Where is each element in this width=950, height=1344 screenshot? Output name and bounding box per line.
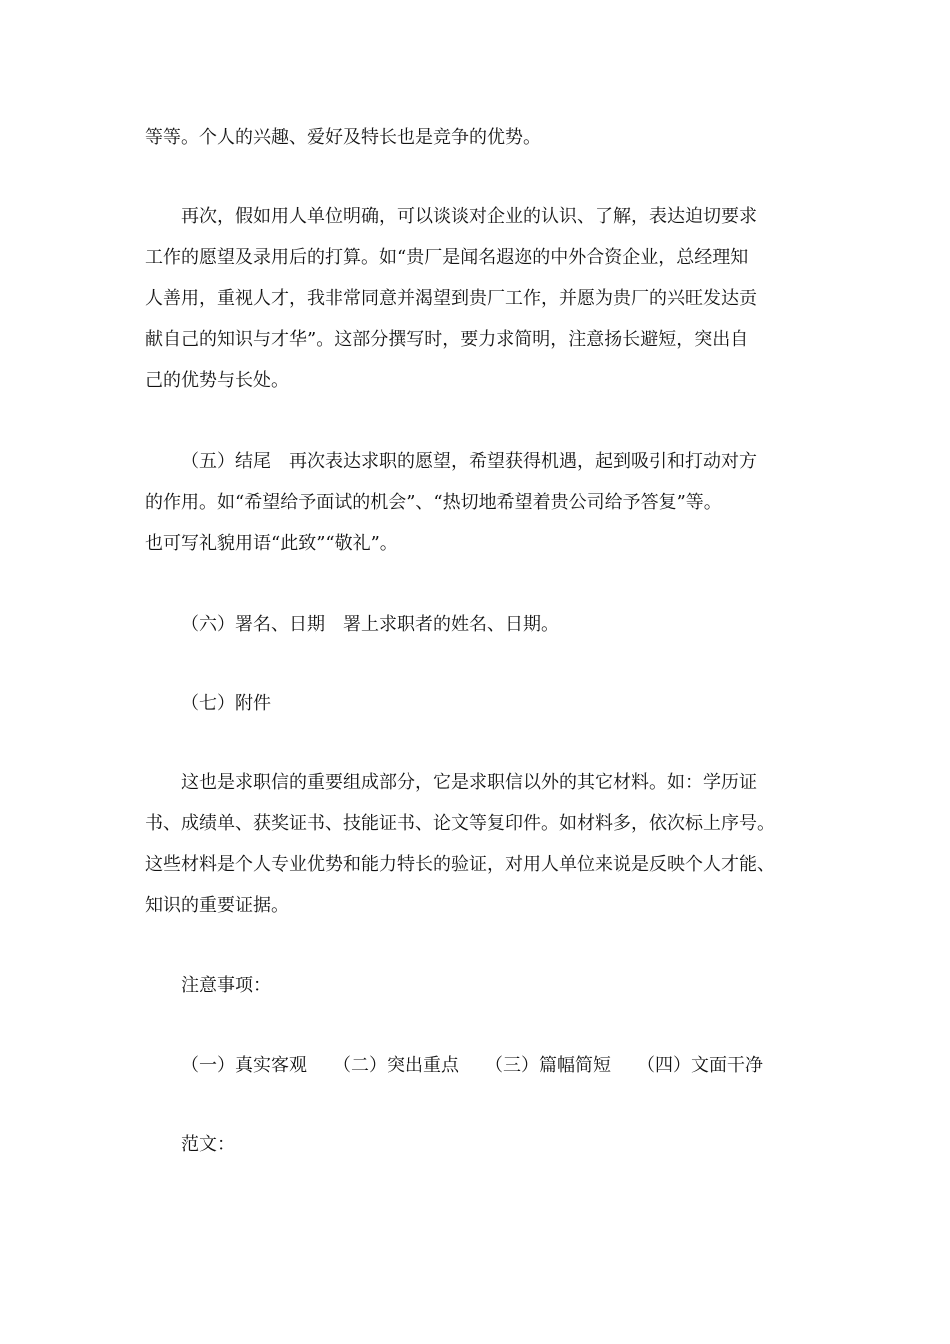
paragraph-notes-heading — [145, 965, 825, 1006]
section-heading-signature: （六）署名、日期 — [181, 614, 325, 635]
text-fragment: 署上求职者的姓名、日期。 — [343, 614, 559, 635]
paragraph-signature — [145, 604, 825, 645]
paragraph-notes-list — [145, 1045, 825, 1086]
text-line: 人善用，重视人才，我非常同意并渴望到贵厂工作，并愿为贵厂的兴旺发达贡 — [145, 288, 757, 309]
text-line: 这也是求职信的重要组成部分，它是求职信以外的其它材料。如：学历证 — [181, 772, 757, 793]
text-line: 的作用。如“希望给予面试的机会”、“热切地希望着贵公司给予答复”等。 — [145, 492, 722, 513]
text-line: 书、成绩单、获奖证书、技能证书、论文等复印件。如材料多，依次标上序号。 — [145, 813, 775, 834]
paragraph-attachments-heading — [145, 683, 825, 724]
paragraph-sample-heading — [145, 1124, 825, 1165]
text-line — [145, 604, 825, 645]
text-line: 这些材料是个人专业优势和能力特长的验证，对用人单位来说是反映个人才能、 — [145, 854, 775, 875]
text-line: 知识的重要证据。 — [145, 895, 289, 916]
paragraph-attachments — [145, 762, 825, 926]
paragraph-closing — [145, 441, 825, 564]
note-item: （一）真实客观 — [181, 1055, 307, 1076]
section-heading-attachments: （七）附件 — [181, 693, 271, 714]
text-line — [145, 1045, 825, 1086]
text-line — [145, 441, 825, 482]
paragraph-advantages — [145, 117, 825, 158]
text-line: 工作的愿望及录用后的打算。如“贵厂是闻名遐迩的中外合资企业，总经理知 — [145, 247, 749, 268]
text-line: 己的优势与长处。 — [145, 370, 289, 391]
section-heading-notes: 注意事项： — [181, 975, 271, 996]
note-item: （四）文面干净 — [637, 1055, 763, 1076]
note-item: （三）篇幅简短 — [485, 1055, 611, 1076]
text-line: 再次，假如用人单位明确，可以谈谈对企业的认识、了解，表达迫切要求 — [181, 206, 757, 227]
section-heading-closing: （五）结尾 — [181, 451, 271, 472]
text-line: 等等。个人的兴趣、爱好及特长也是竞争的优势。 — [145, 127, 541, 148]
note-item: （二）突出重点 — [333, 1055, 459, 1076]
section-heading-sample: 范文： — [181, 1134, 235, 1155]
paragraph-company-understanding — [145, 196, 825, 401]
text-fragment: 再次表达求职的愿望，希望获得机遇，起到吸引和打动对方 — [289, 451, 757, 472]
text-line: 献自己的知识与才华”。这部分撰写时，要力求简明，注意扬长避短，突出自 — [145, 329, 749, 350]
text-line: 也可写礼貌用语“此致”“敬礼”。 — [145, 533, 398, 554]
